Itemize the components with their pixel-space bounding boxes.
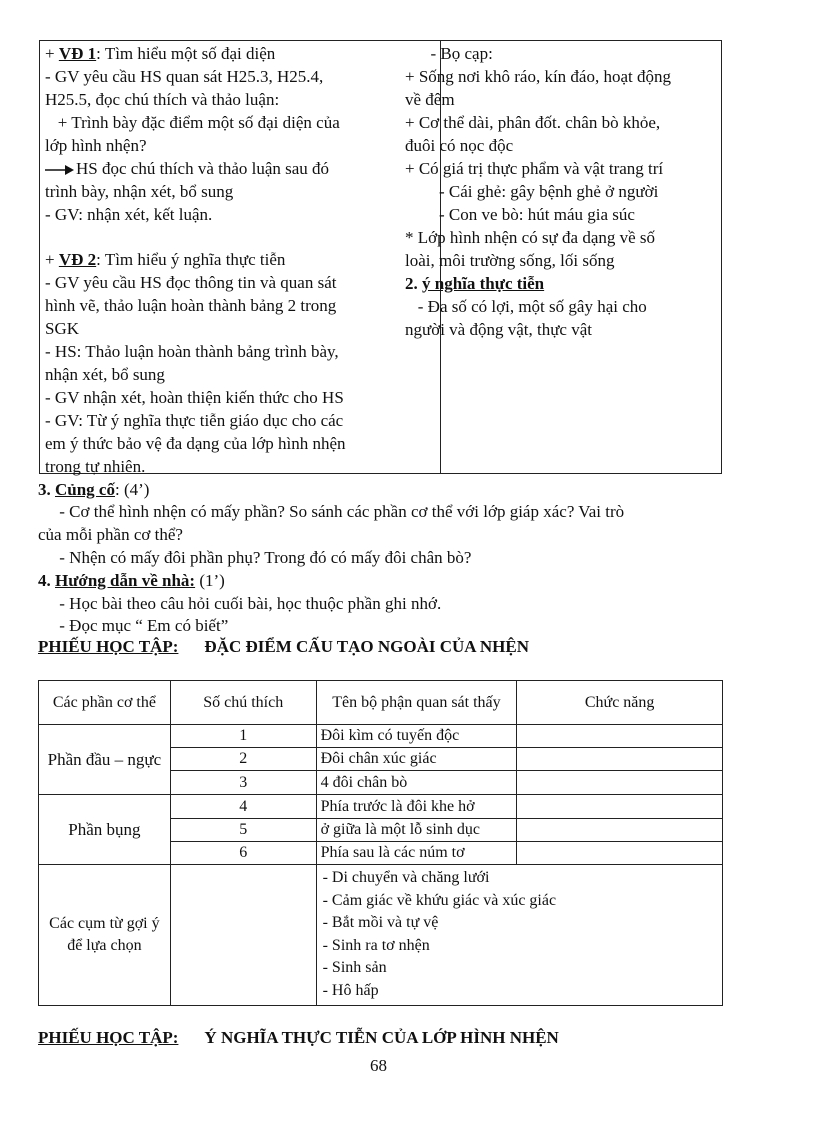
right-text-line: - Con ve bò: hút máu gia súc — [405, 205, 635, 224]
cung-co-line: - Nhện có mấy đôi phần phụ? Trong đó có mấy đôi chân bò? — [38, 548, 472, 567]
page-number: 68 — [370, 1056, 387, 1075]
num-cell: 5 — [170, 819, 316, 842]
right-arrow-icon — [45, 164, 75, 176]
table-header-row — [39, 681, 723, 725]
huong-dan-line: - Đọc mục “ Em có biết” — [38, 616, 229, 635]
group-cell: Các cụm từ gợi ý để lựa chọn — [39, 865, 171, 1006]
left-text-line: - GV: nhận xét, kết luận. — [45, 205, 213, 224]
right-text-line: - Bọ cạp: — [405, 44, 493, 63]
group-cell: Phần bụng — [39, 795, 171, 865]
suggestion-item: - Di chuyển và chăng lưới — [322, 869, 490, 886]
suggestion-item: - Sinh sản — [322, 959, 387, 977]
left-text-line: nhận xét, bổ sung — [45, 365, 165, 384]
num-cell: 3 — [170, 771, 316, 795]
suggestion-item: - Sinh ra tơ nhện — [322, 936, 430, 954]
left-text-line: + Trình bày đặc điểm một số đại diện của — [45, 113, 340, 132]
function-cell — [517, 748, 723, 771]
vd2-line: + VĐ 2: Tìm hiểu ý nghĩa thực tiễn — [45, 250, 286, 269]
phieu-1-heading: PHIẾU HỌC TẬP: ĐẶC ĐIỂM CẤU TẠO NGOÀI CỦA NHỆN — [38, 637, 530, 656]
num-cell: 1 — [170, 725, 316, 748]
suggestion-row — [39, 865, 723, 1006]
part-cell: Phía sau là các núm tơ — [316, 842, 517, 865]
left-text-line: SGK — [45, 319, 80, 338]
part-cell: Đôi chân xúc giác — [316, 748, 517, 771]
right-text-line: - Cái ghẻ: gây bệnh ghẻ ở người — [405, 182, 659, 201]
left-text-line: - GV yêu cầu HS quan sát H25.3, H25.4, — [45, 67, 324, 86]
right-text-line: người và động vật, thực vật — [405, 320, 592, 339]
left-text-line: em ý thức bảo vệ đa dạng của lớp hình nhện — [45, 434, 346, 453]
left-text-line: lớp hình nhện? — [45, 136, 147, 155]
empty-cell — [170, 865, 316, 1006]
right-text-line: + Sống nơi khô ráo, kín đáo, hoạt động — [405, 67, 671, 86]
suggestion-list — [316, 865, 722, 1006]
group-cell: Phần đầu – ngực — [39, 725, 171, 795]
cung-co-heading: 3. Củng cố: (4’) — [38, 480, 150, 499]
header-cell: Số chú thích — [170, 681, 316, 725]
num-cell: 4 — [170, 795, 316, 819]
arrow-line: HS đọc chú thích và thảo luận sau đó — [45, 157, 329, 180]
num-cell: 6 — [170, 842, 316, 865]
left-text-line: trình bày, nhận xét, bổ sung — [45, 182, 234, 201]
header-cell: Tên bộ phận quan sát thấy — [316, 681, 517, 725]
left-text-line: - HS: Thảo luận hoàn thành bảng trình bày, — [45, 342, 339, 361]
table-row — [39, 795, 723, 819]
header-cell: Các phần cơ thể — [39, 681, 171, 725]
header-cell: Chức năng — [517, 681, 723, 725]
phieu-2-heading: PHIẾU HỌC TẬP: Ý NGHĨA THỰC TIỄN CỦA LỚP HÌNH NHỆN — [38, 1028, 559, 1047]
part-cell: 4 đôi chân bò — [316, 771, 517, 795]
vd1-line: + VĐ 1: Tìm hiểu một số đại diện — [45, 44, 276, 63]
num-cell: 2 — [170, 748, 316, 771]
right-text-line: + Cơ thể dài, phân đốt. chân bò khỏe, — [405, 113, 661, 132]
section-2-heading: 2. ý nghĩa thực tiễn — [405, 274, 545, 293]
left-text-line: trong tự nhiên. — [45, 457, 146, 476]
function-cell — [517, 771, 723, 795]
right-text-line: đuôi có nọc độc — [405, 136, 514, 155]
left-text-line: - GV yêu cầu HS đọc thông tin và quan sát — [45, 273, 337, 292]
right-text-line: về đêm — [405, 90, 455, 109]
function-cell — [517, 725, 723, 748]
huong-dan-heading: 4. Hướng dẫn về nhà: (1’) — [38, 571, 225, 590]
suggestion-item: - Cảm giác về khứu giác và xúc giác — [322, 891, 557, 909]
right-text-line: * Lớp hình nhện có sự đa dạng về số — [405, 228, 656, 247]
right-text-line: - Đa số có lợi, một số gây hại cho — [405, 297, 647, 316]
suggestion-item: - Hô hấp — [322, 981, 379, 999]
function-cell — [517, 842, 723, 865]
right-text-line: loài, môi trường sống, lối sống — [405, 251, 615, 270]
left-text-line: hình vẽ, thảo luận hoàn thành bảng 2 trong — [45, 296, 337, 315]
huong-dan-line: - Học bài theo câu hỏi cuối bài, học thuộc phần ghi nhớ. — [38, 594, 442, 613]
function-cell — [517, 819, 723, 842]
cung-co-line: - Cơ thể hình nhện có mấy phần? So sánh các phần cơ thể với lớp giáp xác? Vai trò — [38, 502, 625, 521]
left-text-line: - GV: Từ ý nghĩa thực tiễn giáo dục cho các — [45, 411, 344, 430]
cung-co-line: của mỗi phần cơ thể? — [38, 525, 183, 544]
part-cell: Phía trước là đôi khe hở — [316, 795, 517, 819]
part-cell: ở giữa là một lỗ sinh dục — [316, 819, 517, 842]
part-cell: Đôi kìm có tuyến độc — [316, 725, 517, 748]
table-row — [39, 725, 723, 748]
suggestion-item: - Bắt mồi và tự vệ — [322, 914, 439, 932]
left-text-line: - GV nhận xét, hoàn thiện kiến thức cho HS — [45, 388, 344, 407]
right-text-line: + Có giá trị thực phẩm và vật trang trí — [405, 159, 664, 178]
function-cell — [517, 795, 723, 819]
left-text-line: H25.5, đọc chú thích và thảo luận: — [45, 90, 280, 109]
structure-table — [38, 680, 723, 1006]
